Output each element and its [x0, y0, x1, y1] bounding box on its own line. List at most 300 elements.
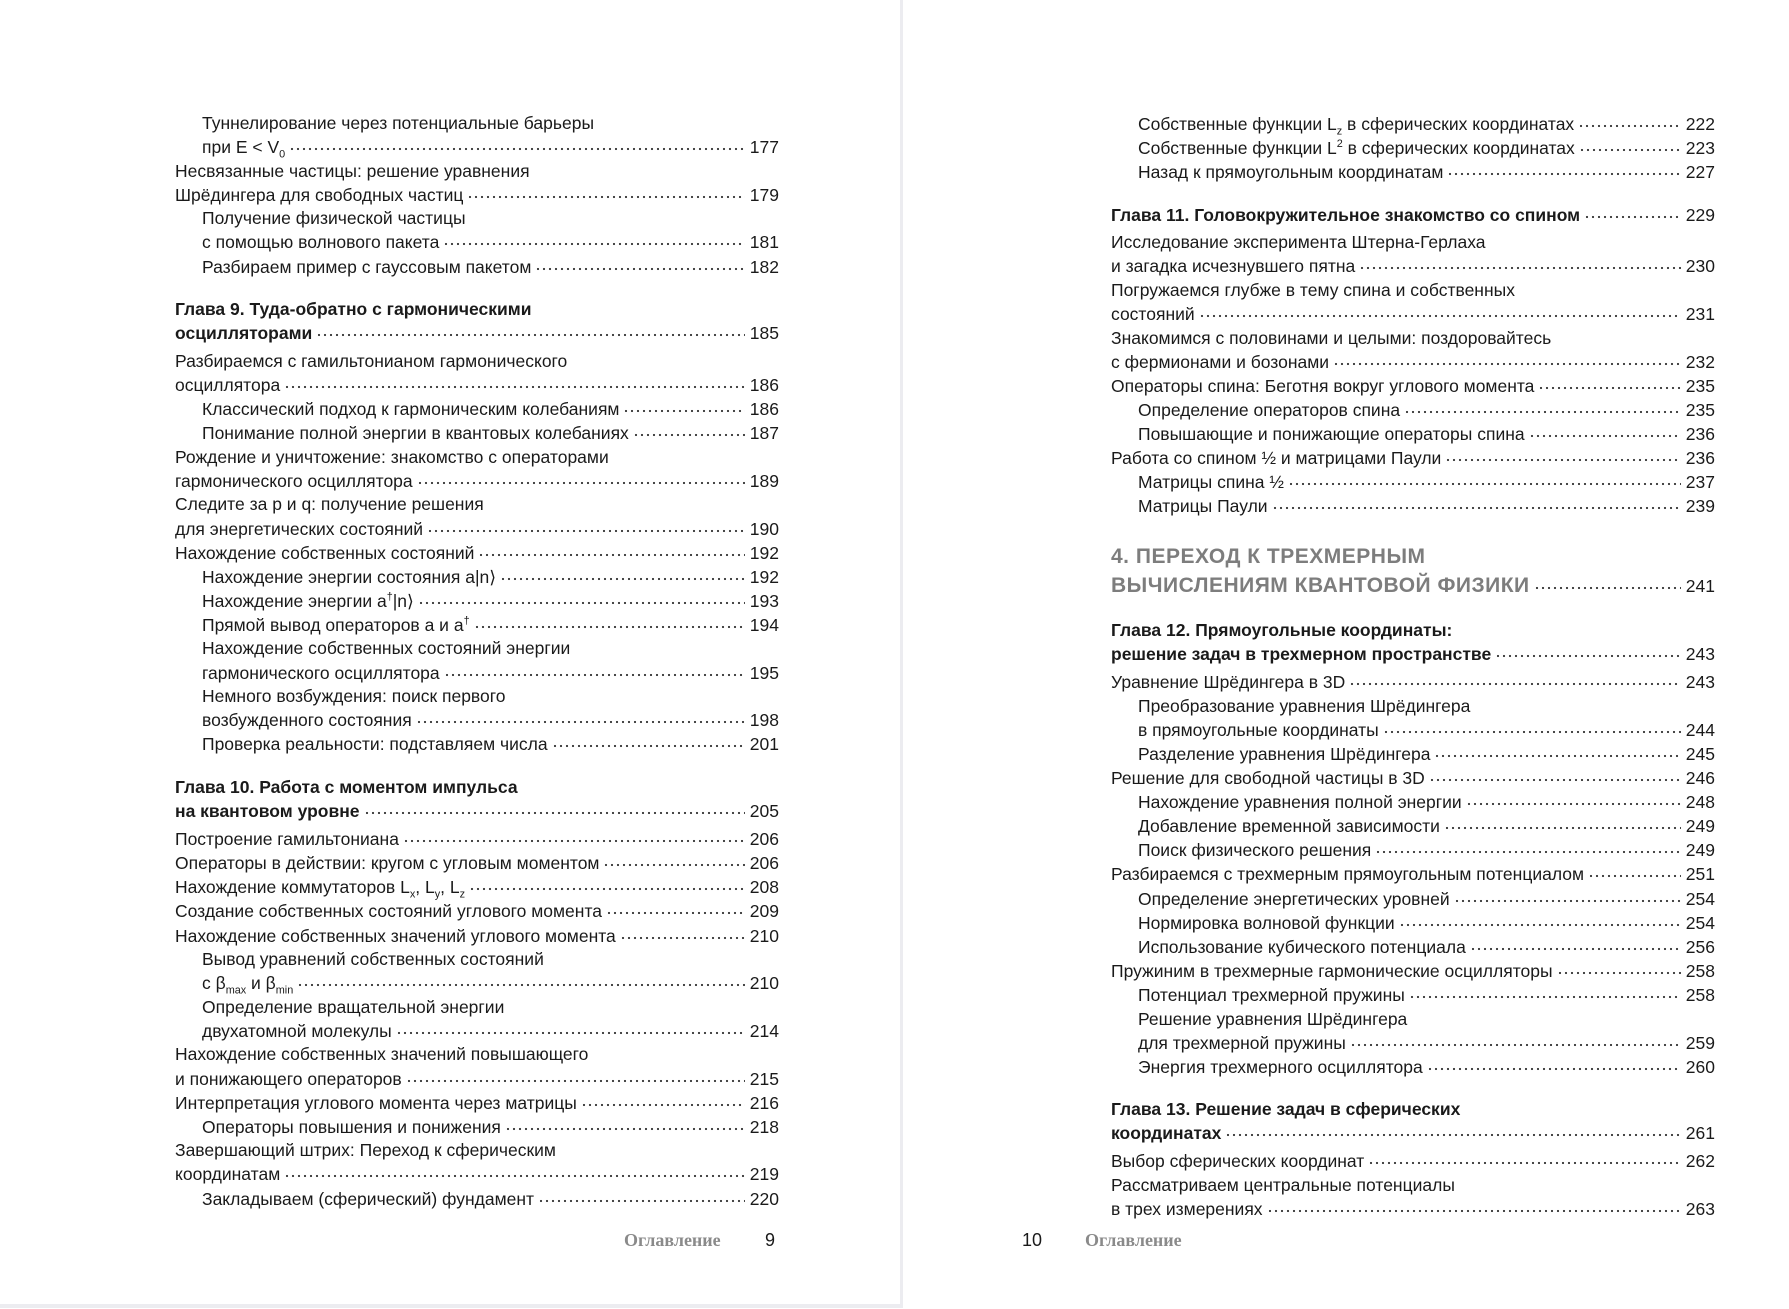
toc-entry-text: состояний [1111, 304, 1195, 325]
dot-leader [1470, 935, 1681, 953]
toc-entry-text: и загадка исчезнувшего пятна [1111, 256, 1356, 277]
toc-entry-line [175, 298, 779, 322]
toc-entry-line [1111, 231, 1715, 255]
toc-entry-text: Поиск физического решения [1138, 840, 1372, 861]
subscript: y [434, 888, 441, 901]
toc-entry-text: Глава 11. Головокружительное знакомство со спином [1111, 204, 1581, 225]
dot-leader [1288, 471, 1681, 489]
toc-entry-text: Собственные функции $L^2$ в сферических координатах [1138, 137, 1575, 158]
toc-entry-text: Туннелирование через потенциальные барьеры [202, 113, 595, 133]
dot-leader [443, 231, 745, 249]
toc-entry-line [1138, 1031, 1715, 1055]
toc-entry[interactable] [175, 876, 779, 900]
toc-entry-line [175, 1139, 779, 1163]
toc-entry[interactable] [1111, 471, 1715, 495]
toc-entry-line [1138, 983, 1715, 1007]
toc-entry-text: Энергия трехмерного осциллятора [1138, 1056, 1423, 1077]
toc-entry[interactable] [175, 1043, 779, 1091]
dot-leader [416, 709, 745, 727]
toc-entry-text: Повышающие и понижающие операторы спина [1138, 424, 1525, 445]
toc-entry-line [1138, 695, 1715, 719]
toc-entry[interactable] [1111, 327, 1715, 375]
toc-chapter-heading[interactable] [175, 776, 779, 824]
toc-page-number: 208 [749, 877, 779, 898]
dot-leader [1538, 374, 1681, 392]
toc-entry-line [1111, 203, 1715, 227]
toc-entry[interactable] [1111, 495, 1715, 519]
toc-page-number: 235 [1685, 375, 1715, 396]
toc-entry-text: Разбираемся с гамильтонианом гармонического [175, 350, 568, 371]
toc-entry-text: Матрицы Паули [1138, 496, 1268, 517]
toc-entry-line [1138, 839, 1715, 863]
toc-entry-line [202, 1187, 779, 1211]
toc-entry[interactable] [175, 160, 779, 208]
toc-entry[interactable] [1111, 983, 1715, 1007]
toc-entry-text: Шрёдингера для свободных частиц [175, 184, 464, 205]
toc-page-number: 182 [749, 256, 779, 277]
dot-leader [284, 1163, 745, 1181]
toc-entry-line [202, 398, 779, 422]
dot-leader [1445, 447, 1681, 465]
toc-entry-line [1111, 1098, 1715, 1122]
toc-entry-text: двухатомной молекулы [202, 1020, 392, 1041]
dot-leader [1578, 112, 1681, 130]
toc-entry-text: Определение операторов спина [1138, 400, 1401, 421]
toc-entry-line [202, 1115, 779, 1139]
toc-entry-text: Нахождение собственных состояний [175, 542, 475, 563]
toc-page-number: 192 [749, 542, 779, 563]
dot-leader [1404, 399, 1681, 417]
toc-entry-line [202, 996, 779, 1020]
toc-page-number: 259 [1685, 1032, 1715, 1053]
toc-page-number: 243 [1685, 644, 1715, 665]
toc-entry-text: Операторы в действии: кругом с угловым моментом [175, 853, 600, 874]
toc-chapter-heading[interactable] [1111, 619, 1715, 667]
toc-entry-text: Рассматриваем центральные потенциалы [1111, 1175, 1455, 1196]
toc-entry[interactable] [175, 996, 779, 1044]
toc-entry-text: Создание собственных состояний углового момента [175, 901, 603, 922]
toc-entry-text: Классический подход к гармоническим колебаниям [202, 399, 620, 420]
toc-entry[interactable] [1111, 399, 1715, 423]
toc-entry-line [1138, 815, 1715, 839]
dot-leader [1534, 571, 1681, 592]
toc-entry-line [202, 589, 779, 613]
dot-leader [1399, 911, 1681, 929]
dot-leader [505, 1115, 745, 1133]
toc-page-number: 245 [1685, 743, 1715, 764]
toc-page-number: 177 [749, 137, 779, 158]
toc-entry[interactable] [1111, 374, 1715, 398]
toc-entry-line [1111, 863, 1715, 887]
toc-entry-line [1111, 350, 1715, 374]
toc-entry-line [202, 255, 779, 279]
toc-entry[interactable] [1111, 863, 1715, 887]
dot-leader [1333, 350, 1681, 368]
toc-entry-line [175, 900, 779, 924]
dot-leader [1359, 255, 1681, 273]
toc-entry-line [1138, 399, 1715, 423]
toc-entry-text: Разбираем пример с гауссовым пакетом [202, 256, 532, 277]
toc-entry-text: для энергетических состояний [175, 518, 424, 539]
toc-entry[interactable] [1111, 815, 1715, 839]
toc-entry-line [175, 541, 779, 565]
toc-page-number: 216 [749, 1092, 779, 1113]
toc-entry[interactable] [1111, 279, 1715, 327]
toc-page-number: 256 [1685, 936, 1715, 957]
toc-entry-line [202, 733, 779, 757]
dot-leader [467, 183, 745, 201]
toc-entry[interactable] [1111, 959, 1715, 983]
toc-entry-text: Нахождение собственных значений повышающего [175, 1044, 589, 1065]
toc-page-number: 193 [749, 590, 779, 611]
toc-page-number: 236 [1685, 424, 1715, 445]
toc-entry-text: Исследование эксперимента Штерна-Герлаха [1111, 232, 1486, 253]
toc-entry-line [1111, 447, 1715, 471]
toc-entry-text: Пружиним в трехмерные гармонические осцилляторы [1111, 960, 1553, 981]
toc-entry-line [202, 948, 779, 972]
toc-entry-line [1138, 791, 1715, 815]
dot-leader [1466, 791, 1681, 809]
dot-leader [1588, 863, 1681, 881]
toc-page-number: 220 [749, 1188, 779, 1209]
toc-entry-line [1111, 643, 1715, 667]
toc-entry-text: с фермионами и бозонами [1111, 351, 1330, 372]
dot-leader [284, 373, 745, 391]
dot-leader [620, 924, 745, 942]
dot-leader [1199, 303, 1681, 321]
toc-entry-line [175, 322, 779, 346]
toc-entry-text: Операторы спина: Беготня вокруг углового момента [1111, 375, 1535, 396]
toc-entry-line [175, 517, 779, 541]
toc-entry-text: Матрицы спина ½ [1138, 472, 1284, 493]
toc-entry-line [202, 1019, 779, 1043]
toc-entry-text: Вывод уравнений собственных состояний [202, 949, 544, 970]
toc-entry[interactable] [175, 948, 779, 996]
toc-entry[interactable] [175, 350, 779, 398]
dot-leader [623, 398, 745, 416]
toc-entry[interactable] [175, 541, 779, 565]
toc-entry-line [1111, 571, 1715, 601]
toc-entry-line [175, 1043, 779, 1067]
toc-entry-text: гармонического осциллятора [202, 662, 440, 683]
toc-entry[interactable] [175, 1091, 779, 1115]
toc-entry-text: Глава 13. Решение задач в сферических [1111, 1099, 1461, 1120]
dot-leader [500, 565, 745, 583]
toc-page-number: 235 [1685, 400, 1715, 421]
toc-entry-text: Решение для свободной частицы в 3D [1111, 768, 1425, 789]
toc-page-number: 254 [1685, 888, 1715, 909]
toc-page-number: 195 [749, 662, 779, 683]
toc-entry-text: Работа со спином ½ и матрицами Паули [1111, 448, 1442, 469]
toc-entry-line [1138, 718, 1715, 742]
toc-entry-text: Нахождение энергии a†|n⟩ [202, 590, 414, 611]
toc-entry-line [175, 828, 779, 852]
toc-entry-line [1138, 471, 1715, 495]
toc-entry-text: Погружаемся глубже в тему спина и собственных [1111, 280, 1515, 301]
toc-entry-text: Определение вращательной энергии [202, 996, 505, 1017]
toc-page-number: 192 [749, 566, 779, 587]
toc-entry-line [175, 1091, 779, 1115]
toc-entry[interactable] [1111, 447, 1715, 471]
toc-entry-text: Нахождение коммутаторов $L_x$, $L_y$, $L_z$ [175, 877, 466, 901]
toc-entry-line [1138, 112, 1715, 136]
toc-page-number: 210 [749, 973, 779, 994]
subscript: max [225, 984, 247, 997]
toc-entry[interactable] [175, 1139, 779, 1187]
toc-entry[interactable] [175, 924, 779, 948]
toc-entry-line [1111, 1198, 1715, 1222]
toc-entry[interactable] [175, 685, 779, 733]
toc-entry-line [1111, 255, 1715, 279]
toc-entry-text: для трехмерной пружины [1138, 1032, 1346, 1053]
toc-entry-line [175, 446, 779, 470]
toc-page-number: 223 [1685, 137, 1715, 158]
toc-entry[interactable] [1111, 839, 1715, 863]
toc-entry[interactable] [1111, 887, 1715, 911]
dot-leader [1272, 495, 1681, 513]
toc-page-number: 222 [1685, 113, 1715, 134]
toc-entry[interactable] [1111, 1055, 1715, 1079]
toc-page-number: 249 [1685, 816, 1715, 837]
toc-entry[interactable] [175, 852, 779, 876]
toc-entry-line [202, 685, 779, 709]
toc-entry[interactable] [175, 589, 779, 613]
dot-leader [406, 1067, 745, 1085]
dot-leader [417, 469, 745, 487]
toc-entry[interactable] [175, 446, 779, 494]
toc-page-number: 215 [749, 1068, 779, 1089]
toc-entry[interactable] [1111, 911, 1715, 935]
toc-entry[interactable] [1111, 791, 1715, 815]
toc-page-number: 258 [1685, 984, 1715, 1005]
toc-page-number: 254 [1685, 912, 1715, 933]
toc-page-number: 249 [1685, 840, 1715, 861]
dot-leader [1429, 767, 1681, 785]
toc-entry[interactable] [1111, 112, 1715, 136]
dot-leader [1495, 643, 1681, 661]
toc-entry-line [202, 709, 779, 733]
dot-leader [1434, 742, 1681, 760]
dot-leader [1584, 203, 1681, 221]
dot-leader [1383, 718, 1681, 736]
toc-entry-text: Выбор сферических координат [1111, 1151, 1365, 1172]
toc-entry-line [175, 493, 779, 517]
toc-entry-line [202, 422, 779, 446]
toc-entry-text: Закладываем (сферический) фундамент [202, 1188, 535, 1209]
toc-entry[interactable] [1111, 767, 1715, 791]
dot-leader [427, 517, 745, 535]
toc-entry-line [202, 661, 779, 685]
toc-entry[interactable] [175, 565, 779, 589]
toc-entry[interactable] [175, 613, 779, 637]
dot-leader [581, 1091, 745, 1109]
toc-page-number: 186 [749, 374, 779, 395]
toc-entry-text: возбужденного состояния [202, 710, 412, 731]
toc-page-number: 258 [1685, 960, 1715, 981]
toc-entry[interactable] [1111, 423, 1715, 447]
toc-page-number: 187 [749, 423, 779, 444]
toc-entry[interactable] [1111, 136, 1715, 160]
toc-entry-line [202, 112, 779, 136]
toc-page-number: 179 [749, 184, 779, 205]
toc-entry-line [1111, 671, 1715, 695]
toc-entry-line [1138, 136, 1715, 160]
page-number-right: 10 [1022, 1230, 1043, 1250]
toc-entry[interactable] [175, 637, 779, 685]
toc-page-number: 251 [1685, 864, 1715, 885]
dot-leader [1349, 671, 1681, 689]
toc-entry[interactable] [1111, 1150, 1715, 1174]
toc-entry[interactable] [175, 493, 779, 541]
subscript: min [275, 984, 294, 997]
toc-entry-text: решение задач в трехмерном пространстве [1111, 644, 1492, 665]
toc-part-heading[interactable] [1111, 543, 1715, 600]
toc-entry-text: Знакомимся с половинами и целыми: поздоровайтесь [1111, 327, 1552, 348]
toc-page-number: 260 [1685, 1056, 1715, 1077]
toc-entry-text: Получение физической частицы [202, 208, 466, 229]
toc-page-number: 194 [749, 614, 779, 635]
toc-entry-line [175, 183, 779, 207]
toc-entry-text: Прямой вывод операторов a и a† [202, 614, 470, 635]
toc-entry[interactable] [1111, 1008, 1715, 1056]
toc-entry-text: Уравнение Шрёдингера в 3D [1111, 672, 1346, 693]
toc-entry[interactable] [175, 398, 779, 422]
dot-leader [297, 972, 745, 990]
toc-entry-text: осциллятора [175, 374, 281, 395]
toc-entry[interactable] [175, 733, 779, 757]
toc-chapter-heading[interactable] [175, 298, 779, 346]
dot-leader [1557, 959, 1681, 977]
toc-entry-line [1111, 619, 1715, 643]
toc-entry-line [1111, 1174, 1715, 1198]
dot-leader [1444, 815, 1681, 833]
dot-leader [403, 828, 745, 846]
toc-entry-line [202, 637, 779, 661]
toc-entry-text: ВЫЧИСЛЕНИЯМ КВАНТОВОЙ ФИЗИКИ [1111, 573, 1530, 597]
toc-entry-line [1138, 935, 1715, 959]
toc-entry[interactable] [1111, 1174, 1715, 1222]
toc-right-column [1111, 112, 1715, 1222]
dot-leader [1375, 839, 1681, 857]
toc-page-number: 236 [1685, 448, 1715, 469]
dot-leader [289, 136, 745, 154]
toc-entry[interactable] [175, 422, 779, 446]
dot-leader [396, 1019, 745, 1037]
toc-entry-text: Понимание полной энергии в квантовых колебаниях [202, 423, 629, 444]
toc-entry-line [175, 800, 779, 824]
toc-entry-text: Нахождение собственных значений углового момента [175, 925, 616, 946]
toc-entry-text: на квантовом уровне [175, 801, 360, 822]
dot-leader [1267, 1198, 1681, 1216]
dot-leader [538, 1187, 745, 1205]
toc-entry[interactable] [1111, 695, 1715, 743]
toc-entry-line [175, 776, 779, 800]
dot-leader [1409, 983, 1681, 1001]
toc-entry-line [1111, 959, 1715, 983]
toc-entry[interactable] [175, 255, 779, 279]
toc-entry-line [1111, 767, 1715, 791]
toc-entry-text: Завершающий штрих: Переход к сферическим [175, 1140, 556, 1161]
toc-entry-line [1111, 1122, 1715, 1146]
toc-entry[interactable] [1111, 935, 1715, 959]
toc-entry[interactable] [175, 207, 779, 255]
toc-entry-text: Следите за p и q: получение решения [175, 494, 484, 515]
toc-entry[interactable] [1111, 742, 1715, 766]
toc-entry-line [202, 231, 779, 255]
toc-entry-text: Нахождение собственных состояний энергии [202, 638, 571, 659]
toc-page-number: 185 [749, 323, 779, 344]
page-number-left: 9 [765, 1230, 776, 1250]
dot-leader [633, 422, 745, 440]
toc-entry-text: 4. ПЕРЕХОД К ТРЕХМЕРНЫМ [1111, 545, 1426, 568]
toc-page-number: 206 [749, 829, 779, 850]
toc-page-number: 231 [1685, 304, 1715, 325]
toc-entry[interactable] [175, 1115, 779, 1139]
dot-leader [478, 541, 745, 559]
dot-leader [444, 661, 745, 679]
dot-leader [469, 876, 745, 894]
toc-entry-line [1111, 374, 1715, 398]
toc-entry[interactable] [175, 112, 779, 160]
toc-page-number: 205 [749, 801, 779, 822]
toc-entry-line [1111, 327, 1715, 351]
toc-entry-text: Разделение уравнения Шрёдингера [1138, 743, 1431, 764]
toc-page-number: 219 [749, 1164, 779, 1185]
toc-entry-text: Нахождение энергии состояния a|n⟩ [202, 566, 497, 587]
toc-entry-text: Операторы повышения и понижения [202, 1116, 501, 1137]
toc-entry[interactable] [175, 900, 779, 924]
dot-leader [603, 852, 745, 870]
toc-chapter-heading[interactable] [1111, 1098, 1715, 1146]
subscript: x [409, 888, 416, 901]
toc-entry-line [175, 373, 779, 397]
toc-entry-text: гармонического осциллятора [175, 470, 413, 491]
toc-entry-text: Немного возбуждения: поиск первого [202, 686, 506, 707]
toc-entry-text: Разбираемся с трехмерным прямоугольным потенциалом [1111, 864, 1585, 885]
toc-page-number: 246 [1685, 768, 1715, 789]
toc-page-number: 198 [749, 710, 779, 731]
toc-entry-line [175, 1067, 779, 1091]
toc-entry-text: с $\beta_{max}$ и $\beta_{min}$ [202, 973, 294, 997]
dot-leader [1350, 1031, 1681, 1049]
toc-page-number: 232 [1685, 351, 1715, 372]
toc-page-number: 201 [749, 734, 779, 755]
toc-entry-line [1138, 423, 1715, 447]
toc-entry-line [175, 852, 779, 876]
toc-entry-text: с помощью волнового пакета [202, 232, 440, 253]
toc-entry-line [202, 136, 779, 160]
toc-page-number: 262 [1685, 1151, 1715, 1172]
toc-page-number: 227 [1685, 161, 1715, 182]
toc-entry[interactable] [1111, 231, 1715, 279]
toc-entry-text: Назад к прямоугольным координатам [1138, 161, 1444, 182]
toc-chapter-heading[interactable] [1111, 203, 1715, 227]
toc-entry-line [202, 565, 779, 589]
toc-entry-line [202, 613, 779, 637]
toc-entry-line [175, 469, 779, 493]
toc-entry-text: Нормировка волновой функции [1138, 912, 1395, 933]
dot-leader [364, 800, 745, 818]
dot-leader [535, 255, 745, 273]
toc-entry-line [1138, 742, 1715, 766]
toc-entry-line [1138, 911, 1715, 935]
toc-entry[interactable] [175, 828, 779, 852]
toc-entry-line [175, 1163, 779, 1187]
toc-entry-line [1138, 160, 1715, 184]
toc-entry[interactable] [1111, 671, 1715, 695]
toc-entry[interactable] [175, 1187, 779, 1211]
toc-entry[interactable] [1111, 160, 1715, 184]
